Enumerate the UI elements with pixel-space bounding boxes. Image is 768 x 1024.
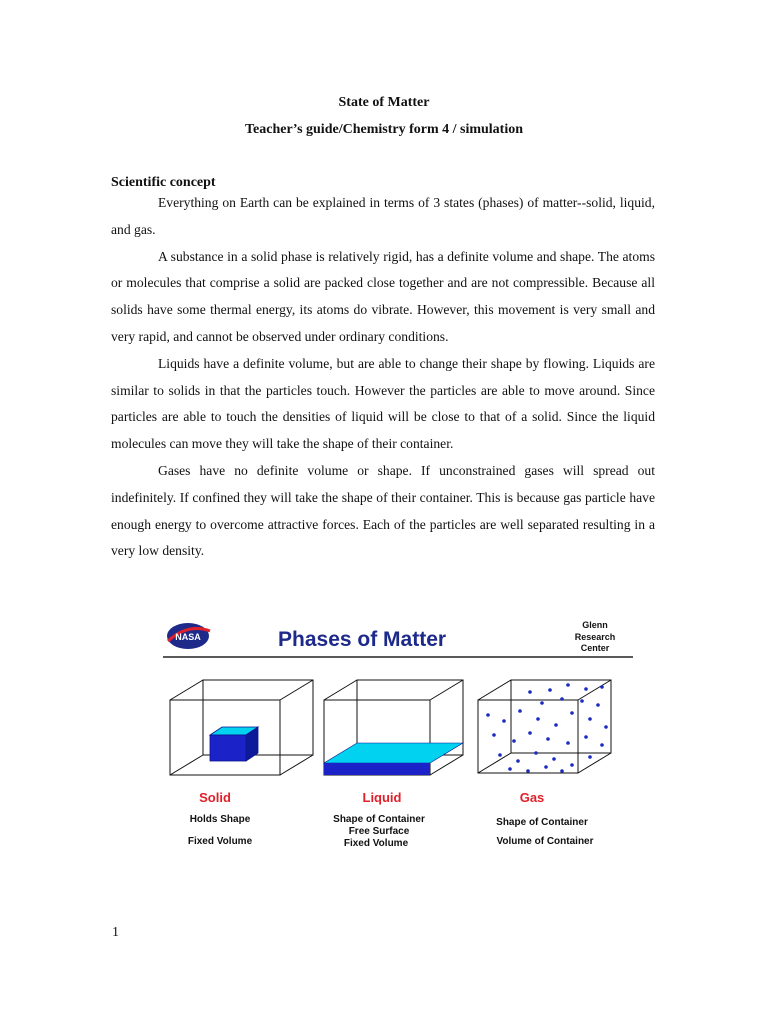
- gas-particle: [566, 683, 570, 687]
- nasa-logo: [167, 623, 210, 649]
- nasa-logo-text: NASA: [175, 632, 201, 642]
- gas-particle: [588, 755, 592, 759]
- gas-particle: [512, 739, 516, 743]
- gas-particle: [536, 717, 540, 721]
- gas-particle: [498, 753, 502, 757]
- gas-particle: [492, 733, 496, 737]
- gas-particle: [552, 757, 556, 761]
- gas-particle: [546, 737, 550, 741]
- gas-particle: [560, 769, 564, 773]
- gas-particle: [526, 769, 530, 773]
- gas-particle: [560, 697, 564, 701]
- gas-particle: [528, 731, 532, 735]
- credit-line-2: Research: [574, 632, 616, 642]
- gas-particle: [588, 717, 592, 721]
- gas-particles: [486, 683, 608, 773]
- gas-particle: [566, 741, 570, 745]
- liquid-fill: [324, 743, 463, 775]
- gas-particle: [548, 688, 552, 692]
- gas-particle: [518, 709, 522, 713]
- figure-title: Phases of Matter: [278, 628, 447, 651]
- credit-line-1: Glenn: [582, 620, 608, 630]
- gas-particle: [534, 751, 538, 755]
- section-heading: Scientific concept: [111, 175, 216, 190]
- solid-label: Solid: [199, 790, 231, 805]
- paragraph-liquid: Liquids have a definite volume, but are able to change their shape by flowing. Liquids are similar to solids in that the particles touch. However the particles are able to move around. Since particles are able to touch the densities of liquid will be close to that of a solid. Since the liquid molecules can move they will take the shape of their container.: [111, 355, 655, 452]
- gas-particle: [486, 713, 490, 717]
- gas-container: [478, 680, 611, 773]
- gas-particle: [600, 685, 604, 689]
- gas-particle: [600, 743, 604, 747]
- solid-caption-1: Holds Shape: [189, 814, 251, 825]
- liquid-label: Liquid: [362, 790, 402, 805]
- gas-particle: [570, 711, 574, 715]
- page-title: State of Matter: [338, 95, 430, 110]
- gas-particle: [580, 699, 584, 703]
- paragraph-solid: A substance in a solid phase is relatively rigid, has a definite volume and shape. The atoms or molecules that comprise a solid are packed close together and are not compressible. Because all solids have some thermal energy, its atoms do vibrate. However, this movement is very small and very rapid, and cannot be observed under ordinary conditions.: [111, 248, 655, 344]
- gas-particle: [554, 723, 558, 727]
- gas-particle: [570, 763, 574, 767]
- phases-diagram: [158, 615, 638, 875]
- paragraph-gas: Gases have no definite volume or shape. If unconstrained gases will spread out indefinitely. If confined they will take the shape of their container. This is because gas particle have enough energy to overcome attractive forces. Each of the particles are well separated resulting in a very low density.: [111, 462, 655, 559]
- body-text: [111, 190, 655, 565]
- phases-of-matter-figure: [158, 615, 638, 875]
- gas-particle: [596, 703, 600, 707]
- liquid-caption-2: Free Surface: [348, 826, 410, 837]
- gas-label: Gas: [519, 790, 545, 805]
- page-subtitle: Teacher’s guide/Chemistry form 4 / simulation: [244, 122, 524, 137]
- paragraph-states: Everything on Earth can be explained in terms of 3 states (phases) of matter--solid, liquid, and gas.: [111, 195, 655, 237]
- gas-particle: [540, 701, 544, 705]
- gas-particle: [508, 767, 512, 771]
- gas-particle: [544, 765, 548, 769]
- gas-caption-2: Volume of Container: [496, 836, 594, 847]
- gas-particle: [528, 690, 532, 694]
- credit-line-3: Center: [580, 643, 610, 653]
- solid-caption-2: Fixed Volume: [187, 836, 253, 847]
- gas-particle: [516, 759, 520, 763]
- gas-particle: [584, 735, 588, 739]
- gas-particle: [604, 725, 608, 729]
- liquid-caption-1: Shape of Container: [333, 814, 425, 825]
- gas-particle: [584, 687, 588, 691]
- liquid-caption-3: Fixed Volume: [343, 838, 409, 849]
- gas-particle: [502, 719, 506, 723]
- page-number: 1: [112, 925, 119, 940]
- solid-block: [210, 727, 258, 761]
- gas-caption-1: Shape of Container: [496, 817, 588, 828]
